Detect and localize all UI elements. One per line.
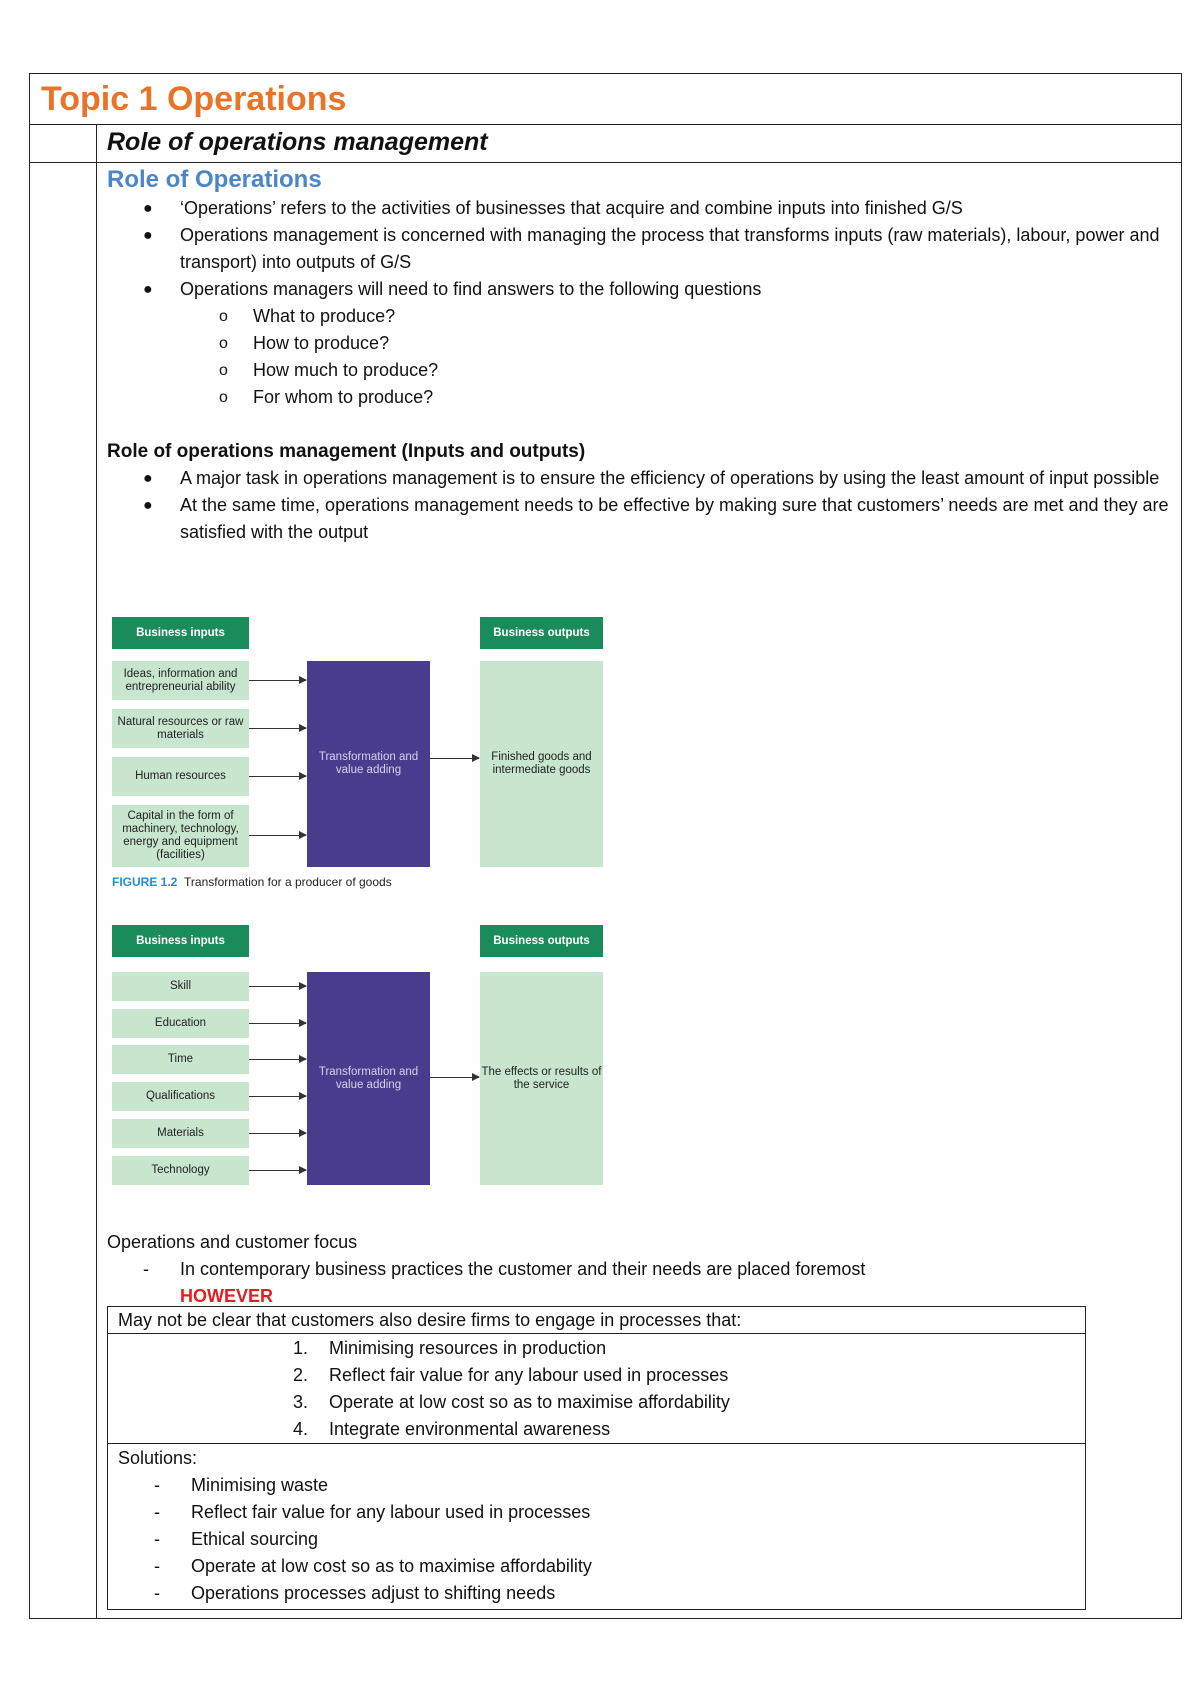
input-box: Materials — [112, 1119, 249, 1148]
arrow-icon — [430, 758, 479, 759]
list-item: 1. Minimising resources in production — [293, 1338, 607, 1358]
list-item: ● ‘Operations’ refers to the activities of businesses that acquire and combine inputs into finished G/S — [143, 198, 963, 218]
io-heading: Role of operations management (Inputs and outputs) — [107, 441, 586, 462]
outputs-header: Business outputs — [480, 617, 603, 649]
figure-service-transformation — [112, 925, 612, 1190]
input-box: Time — [112, 1045, 249, 1074]
arrow-icon — [249, 835, 306, 836]
list-item: 4. Integrate environmental awareness — [293, 1419, 611, 1439]
inputs-header: Business inputs — [112, 925, 249, 957]
questions-list — [107, 303, 1172, 411]
table-intro: May not be clear that customers also desire firms to engage in processes that: — [118, 1310, 742, 1330]
focus-heading: Operations and customer focus — [107, 1232, 358, 1252]
io-bullets — [107, 465, 1172, 546]
list-item: - Operations processes adjust to shifting needs — [154, 1583, 556, 1603]
list-item: - Operate at low cost so as to maximise affordability — [154, 1556, 592, 1576]
input-box: Ideas, information and entrepreneurial ability — [112, 661, 249, 700]
transformation-box: Transformation and value adding — [307, 661, 430, 867]
input-box: Capital in the form of machinery, technology, energy and equipment (facilities) — [112, 805, 249, 867]
topic-title: Topic 1 Operations — [41, 80, 347, 118]
solutions-label: Solutions: — [118, 1448, 198, 1468]
arrow-icon — [249, 986, 306, 987]
table-row — [108, 1443, 1085, 1610]
column-divider — [96, 124, 97, 1619]
table-row — [108, 1333, 1085, 1444]
list-item: ● A major task in operations management is to ensure the efficiency of operations by using the least amount of input possible — [143, 468, 1160, 488]
output-box: Finished goods and intermediate goods — [480, 661, 603, 867]
customer-focus-section — [107, 1229, 1107, 1310]
list-item: ● At the same time, operations management needs to be effective by making sure that customers’ needs are met and they are satisfied with the output — [143, 495, 1169, 542]
arrow-icon — [249, 1096, 306, 1097]
list-item: o What to produce? — [219, 306, 396, 326]
focus-list — [107, 1256, 1107, 1283]
section-title: Role of operations management — [107, 128, 488, 156]
input-box: Qualifications — [112, 1082, 249, 1111]
arrow-icon — [249, 1133, 306, 1134]
solutions-list — [108, 1472, 592, 1607]
role-heading: Role of Operations — [107, 166, 322, 193]
list-item: - In contemporary business practices the customer and their needs are placed foremost — [143, 1259, 866, 1279]
however-label: HOWEVER — [180, 1286, 274, 1306]
role-bullets — [107, 195, 1172, 303]
arrow-icon — [430, 1077, 479, 1078]
transformation-box: Transformation and value adding — [307, 972, 430, 1185]
customer-desire-table — [107, 1306, 1086, 1610]
list-item: ● Operations managers will need to find answers to the following questions — [143, 279, 762, 299]
input-box: Education — [112, 1009, 249, 1038]
list-item: 3. Operate at low cost so as to maximise affordability — [293, 1392, 730, 1412]
arrow-icon — [249, 680, 306, 681]
list-item: - Minimising waste — [154, 1475, 329, 1495]
arrow-icon — [249, 728, 306, 729]
arrow-icon — [249, 776, 306, 777]
inputs-header: Business inputs — [112, 617, 249, 649]
numbered-list — [293, 1335, 730, 1443]
list-item: ● Operations management is concerned with managing the process that transforms inputs (raw materials), labour, power and transport) into outputs of G/S — [143, 225, 1160, 272]
input-box: Human resources — [112, 757, 249, 796]
input-box: Technology — [112, 1156, 249, 1185]
outputs-header: Business outputs — [480, 925, 603, 957]
main-content — [107, 165, 1172, 546]
list-item: - Reflect fair value for any labour used in processes — [154, 1502, 591, 1522]
arrow-icon — [249, 1059, 306, 1060]
arrow-icon — [249, 1023, 306, 1024]
list-item: o For whom to produce? — [219, 387, 434, 407]
row-divider — [29, 124, 1182, 125]
list-item: o How much to produce? — [219, 360, 439, 380]
figure-goods-transformation — [112, 617, 612, 897]
list-item: - Ethical sourcing — [154, 1529, 319, 1549]
arrow-icon — [249, 1170, 306, 1171]
input-box: Skill — [112, 972, 249, 1001]
input-box: Natural resources or raw materials — [112, 709, 249, 748]
output-box: The effects or results of the service — [480, 972, 603, 1185]
list-item: 2. Reflect fair value for any labour used in processes — [293, 1365, 729, 1385]
row-divider — [29, 162, 1182, 163]
figure-caption: FIGURE 1.2 Transformation for a producer of goods — [112, 875, 392, 889]
list-item: o How to produce? — [219, 333, 390, 353]
